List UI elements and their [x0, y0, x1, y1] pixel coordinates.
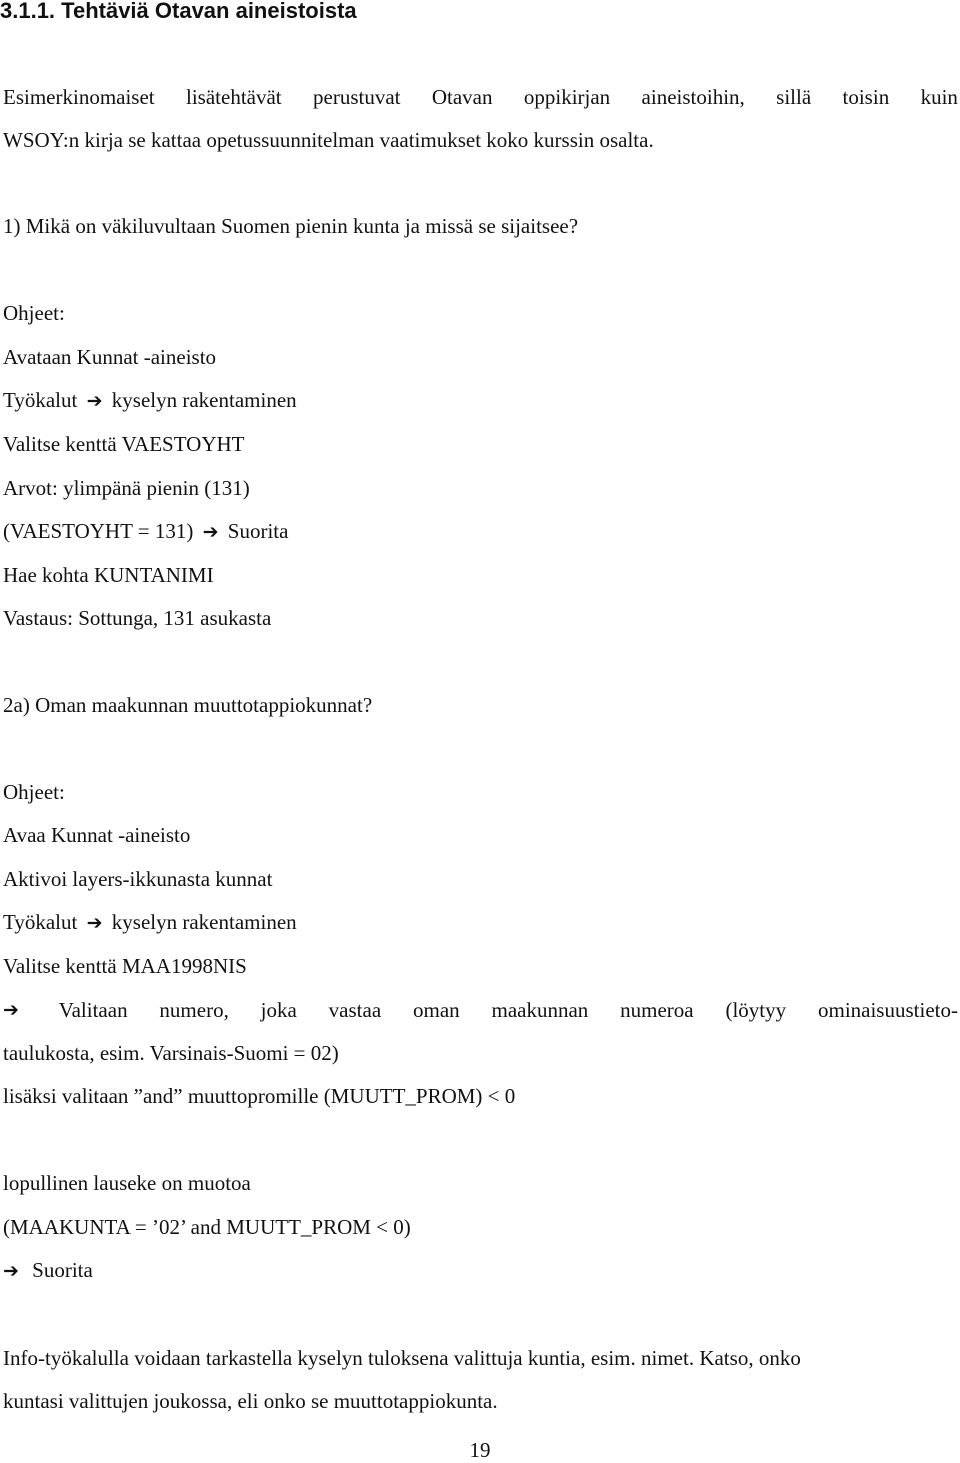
task2-instructions-label: Ohjeet: — [3, 780, 65, 804]
page-number: 19 — [469, 1438, 491, 1462]
intro-word: perustuvat — [313, 85, 401, 109]
info-line-2: kuntasi valittujen joukossa, eli onko se muuttotappiokunta. — [3, 1389, 498, 1413]
task1-step-1: Avataan Kunnat -aineisto — [3, 345, 217, 369]
task2-step-5-line-1 — [3, 997, 958, 1023]
intro-line-2: WSOY:n kirja se kattaa opetussuunnitelman vaatimukset koko kurssin osalta. — [3, 128, 654, 152]
task2-step-5-word: vastaa — [328, 998, 382, 1022]
task2-final-expression: (MAAKUNTA = ’02’ and MUUTT_PROM < 0) — [3, 1215, 411, 1239]
intro-word: Otavan — [431, 85, 493, 109]
task1-step-4: Arvot: ylimpänä pienin (131) — [3, 476, 250, 500]
arrow-right-icon: ➔ — [3, 999, 19, 1021]
intro-word: toisin — [842, 85, 890, 109]
arrow-right-icon: ➔ — [86, 390, 103, 412]
intro-word: lisätehtävät — [186, 85, 282, 109]
intro-word: aineistoihin, — [641, 85, 745, 109]
arrow-right-icon: ➔ — [202, 521, 219, 543]
intro-word: oppikirjan — [523, 85, 611, 109]
info-line-1: Info-työkalulla voidaan tarkastella kyselyn tuloksena valittuja kuntia, esim. nimet. Katso, onko — [3, 1346, 801, 1370]
task1-step-2-action: kyselyn rakentaminen — [111, 388, 297, 412]
task2-final-label: lopullinen lauseke on muotoa — [3, 1171, 251, 1195]
intro-word: Esimerkinomaiset — [3, 85, 155, 109]
task2-step-6: lisäksi valitaan ”and” muuttopromille (MUUTT_PROM) < 0 — [3, 1084, 516, 1108]
task1-instructions-label: Ohjeet: — [3, 301, 65, 325]
task2-step-5-word: numero, — [159, 998, 229, 1022]
task2-run-label: Suorita — [32, 1258, 93, 1282]
task2-step-5-word: ominaisuustieto- — [817, 998, 958, 1022]
task2-step-3-tool: Työkalut — [3, 910, 78, 934]
section-heading: 3.1.1. Tehtäviä Otavan aineistoista — [0, 0, 357, 23]
task2-run — [3, 1257, 93, 1284]
task1-step-5 — [3, 518, 288, 545]
task2-step-5-word: Valitaan — [58, 998, 128, 1022]
task1-step-2-tool: Työkalut — [3, 388, 78, 412]
task2-step-2: Aktivoi layers-ikkunasta kunnat — [3, 867, 273, 891]
intro-line-1 — [3, 84, 958, 110]
task2-step-5-line-2: taulukosta, esim. Varsinais-Suomi = 02) — [3, 1041, 339, 1065]
task2-step-5-word: numeroa — [620, 998, 694, 1022]
arrow-right-icon: ➔ — [86, 912, 103, 934]
intro-word: sillä — [776, 85, 812, 109]
task1-step-2 — [3, 387, 297, 414]
task2-step-5-word: oman — [413, 998, 460, 1022]
task2-step-1: Avaa Kunnat -aineisto — [3, 823, 191, 847]
task1-step-6: Hae kohta KUNTANIMI — [3, 563, 214, 587]
task1-answer: Vastaus: Sottunga, 131 asukasta — [3, 606, 272, 630]
task1-step-5-query: (VAESTOYHT = 131) — [3, 519, 194, 543]
task2-step-5-word: joka — [260, 998, 297, 1022]
task2-step-5-word: (löytyy — [725, 998, 787, 1022]
task2-step-3 — [3, 909, 297, 936]
arrow-right-icon: ➔ — [3, 1260, 19, 1282]
task1-step-3: Valitse kenttä VAESTOYHT — [3, 432, 245, 456]
task2-step-3-action: kyselyn rakentaminen — [111, 910, 297, 934]
intro-word: kuin — [920, 85, 958, 109]
task2-question: 2a) Oman maakunnan muuttotappiokunnat? — [3, 693, 373, 717]
task2-step-5-word: maakunnan — [491, 998, 589, 1022]
task1-question: 1) Mikä on väkiluvultaan Suomen pienin kunta ja missä se sijaitsee? — [3, 214, 579, 238]
task2-step-4: Valitse kenttä MAA1998NIS — [3, 954, 247, 978]
task1-step-5-run: Suorita — [227, 519, 289, 543]
